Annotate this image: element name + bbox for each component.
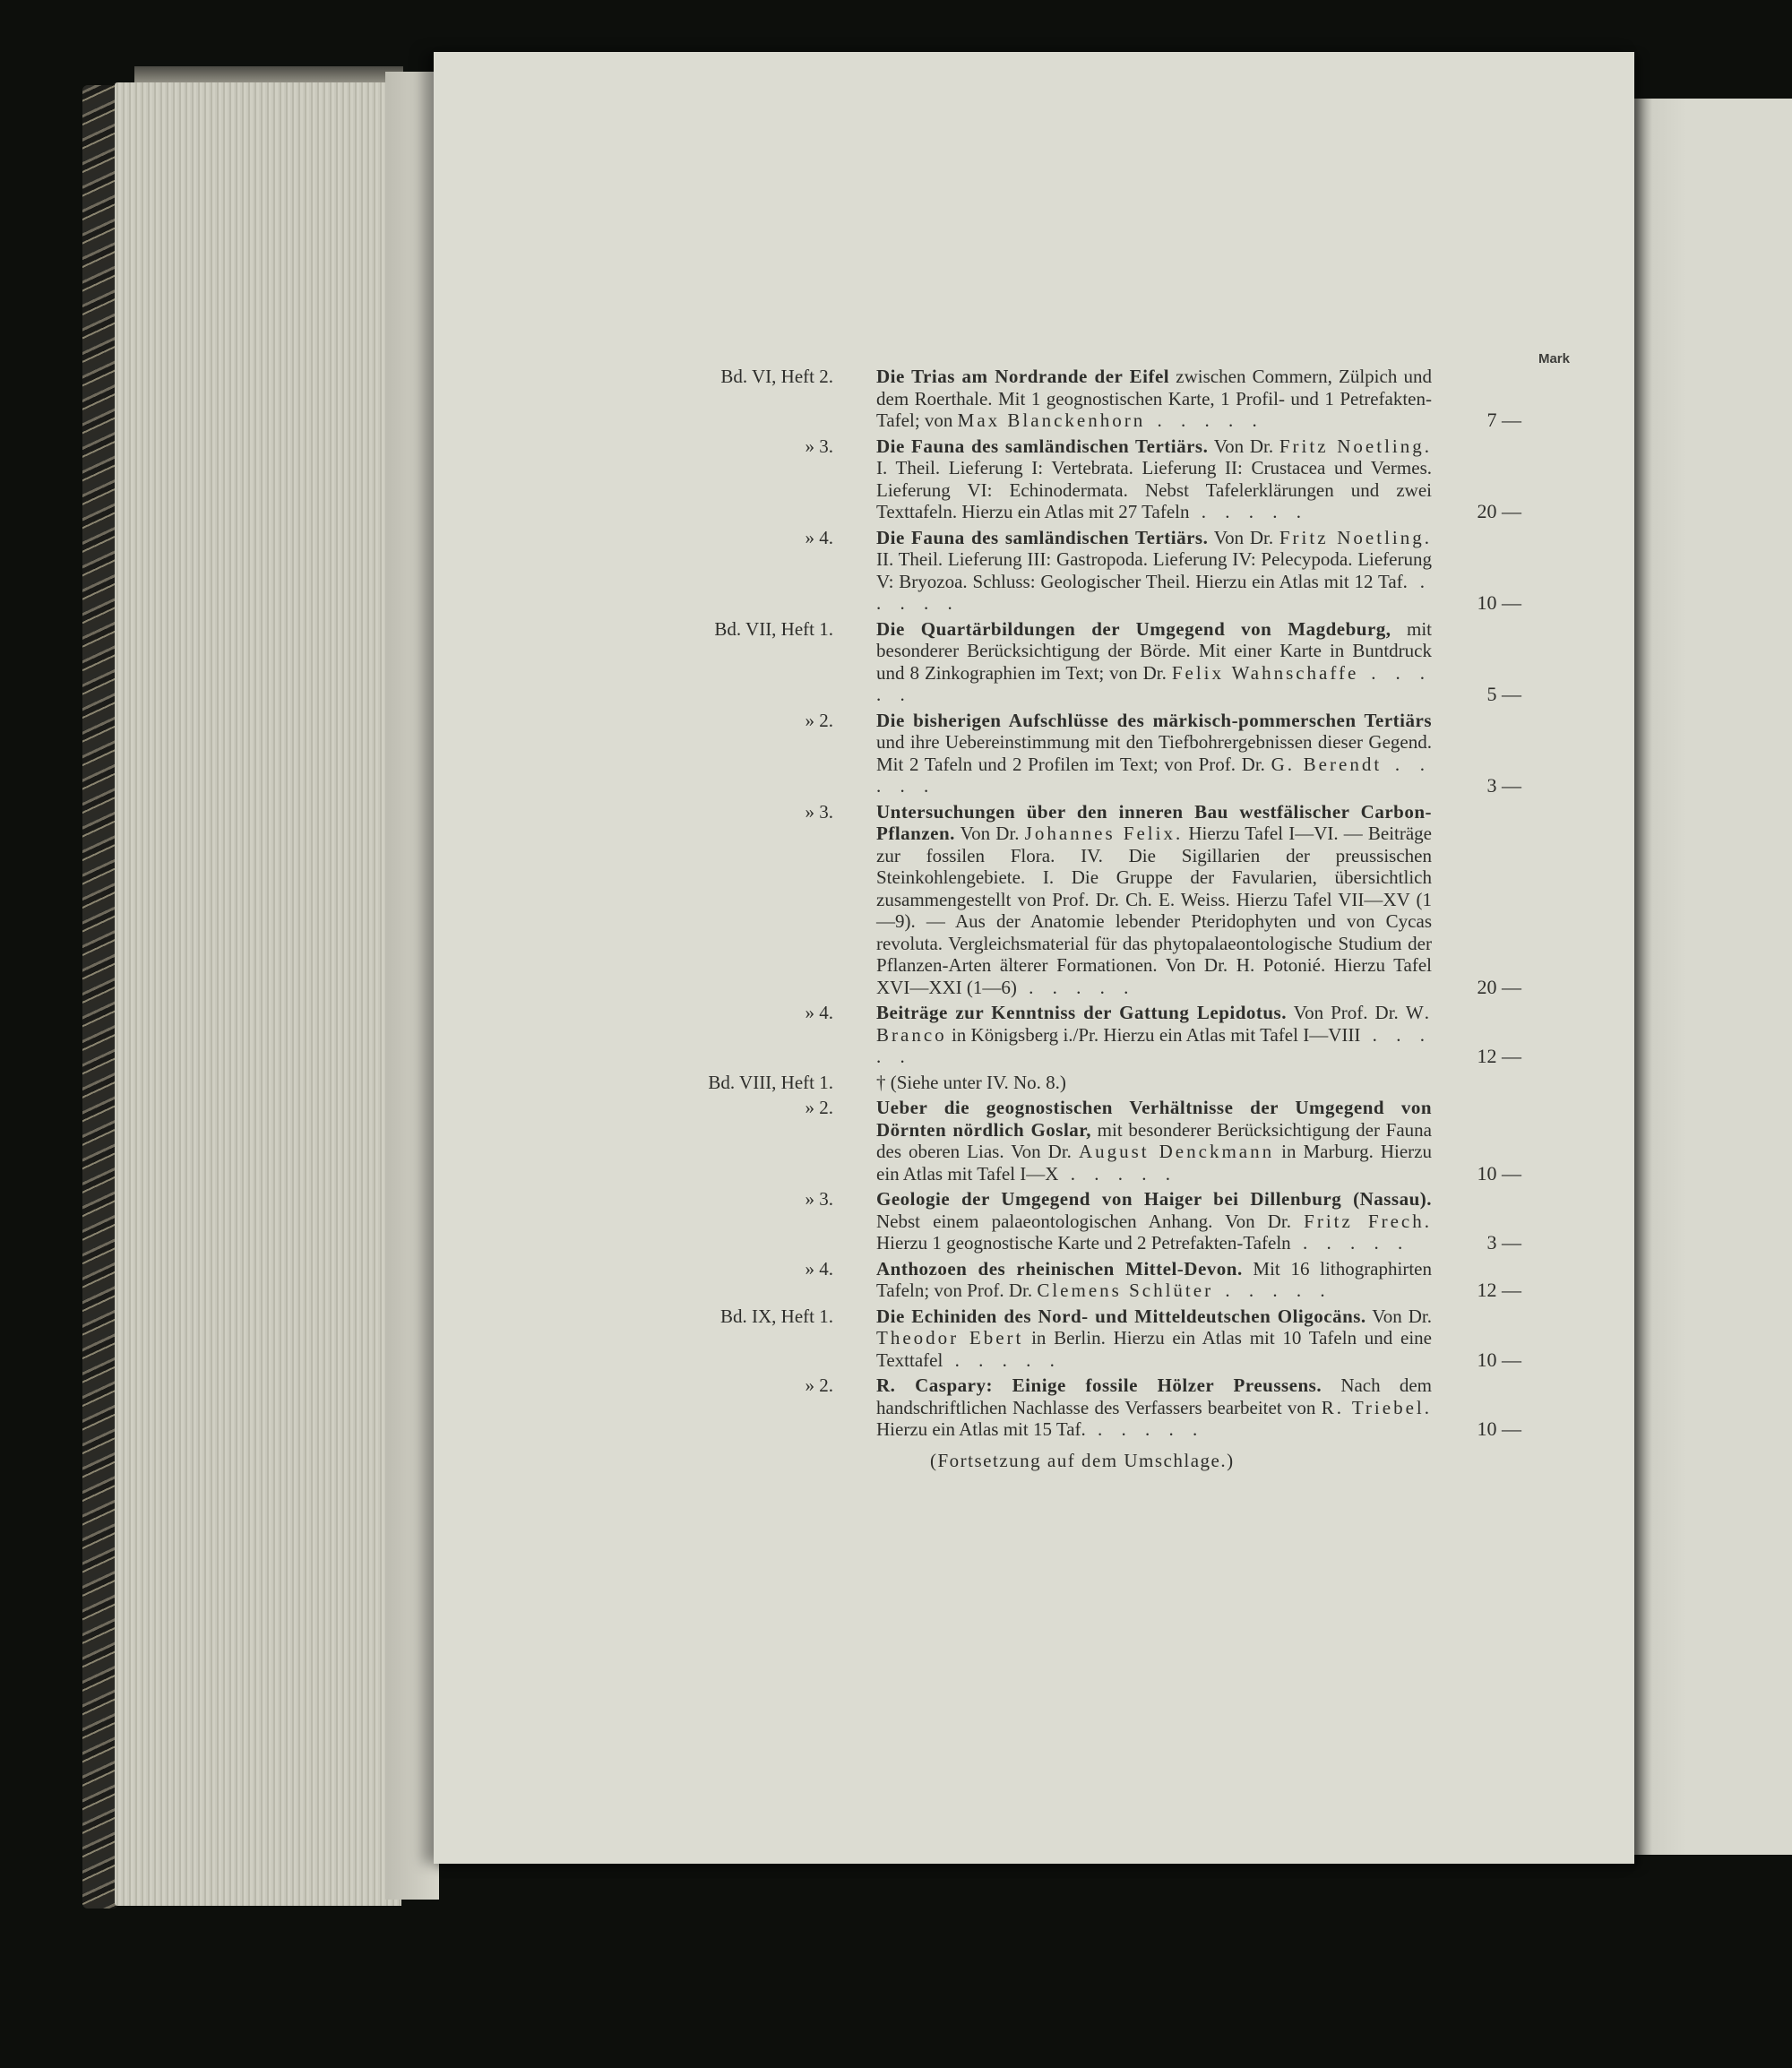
entry-text <box>876 710 1432 797</box>
entry-price: 10 — <box>1477 1417 1521 1440</box>
catalog-entry <box>690 1072 1586 1094</box>
leader-dots: . . . . . <box>876 1023 1432 1067</box>
entry-text <box>876 1002 1432 1068</box>
entry-author: Johannes Felix. <box>1024 823 1184 844</box>
entry-title: Die bisherigen Aufschlüsse des märkisch-pommerschen Tertiärs <box>876 709 1432 731</box>
entry-price: 3 — <box>1486 774 1521 797</box>
volume-label: » 3. <box>805 800 833 823</box>
entry-details: Hierzu Tafel I—VI. — Beiträge zur fossilen Flora. IV. Die Sigillarien der preussischen Steinkohlengebiete. I. Die Gruppe der Favularien, übersichtlich zusammengestellt von Prof. Dr. Ch. E. Weiss. Hierzu Tafel VII—XV (1—9). — Aus der Anatomie lebender Pteridophyten und von Cycas revoluta. Vergleichsmaterial für das phytopalaeontologische Studium der Pflanzen-Arten älterer Formationen. Von Dr. H. Potonié. Hierzu Tafel XVI—XXI (1—6) <box>876 823 1432 998</box>
catalog-entry <box>690 1374 1586 1441</box>
entry-author: Fritz Frech. <box>1304 1210 1433 1232</box>
entry-text <box>876 435 1432 523</box>
entry-price: 20 — <box>1477 975 1521 998</box>
catalog-entry <box>690 801 1586 999</box>
entry-title: R. Caspary: Einige fossile Hölzer Preussens. <box>876 1374 1322 1396</box>
continuation-note: (Fortsetzung auf dem Umschlage.) <box>930 1449 1235 1471</box>
entry-price: 7 — <box>1486 409 1521 431</box>
entry-details: II. Theil. Lieferung III: Gastropoda. Lieferung IV: Pelecypoda. Lieferung V: Bryozoa. Schluss: Geologischer Theil. Hierzu ein Atlas mit 12 Taf. <box>876 548 1432 592</box>
volume-label: Bd. VI, Heft 2. <box>720 366 833 387</box>
entry-title: Die Fauna des samländischen Tertiärs. <box>876 526 1209 548</box>
catalog-entry <box>690 710 1586 797</box>
leader-dots: . . . . . <box>1085 1418 1205 1440</box>
volume-label: » 3. <box>805 435 833 457</box>
entry-details: in Berlin. Hierzu ein Atlas mit 10 Tafeln und eine Texttafel <box>876 1327 1432 1371</box>
entry-title: Geologie der Umgegend von Haiger bei Dillenburg (Nassau). <box>876 1188 1432 1210</box>
leader-dots: . . . . . <box>1189 501 1308 522</box>
entry-author: August Denckmann <box>1078 1141 1275 1162</box>
entry-text <box>876 1097 1432 1185</box>
catalog-entry <box>690 618 1586 706</box>
leader-dots: . . . . . <box>1213 1280 1332 1301</box>
entry-title: Beiträge zur Kenntniss der Gattung Lepidotus. <box>876 1002 1287 1023</box>
catalog-entry <box>690 527 1586 615</box>
entry-details: in Königsberg i./Pr. Hierzu ein Atlas mit Tafel I—VIII <box>946 1023 1361 1046</box>
volume-label: » 4. <box>805 1002 833 1023</box>
catalog-entry <box>690 366 1586 432</box>
entry-author: Fritz Noetling. <box>1279 435 1432 457</box>
entry-title: Die Quartärbildungen der Umgegend von Magdeburg, <box>876 617 1391 640</box>
leader-dots: . . . . . <box>943 1349 1062 1371</box>
facing-page-edge <box>1633 99 1792 1855</box>
price-column-header: Mark <box>1538 351 1570 366</box>
leader-dots: . . . . . <box>876 570 1432 614</box>
entry-author: Clemens Schlüter <box>1037 1280 1214 1301</box>
entry-description: Von Dr. <box>1208 435 1279 457</box>
entry-text <box>876 618 1432 706</box>
catalog-entry <box>690 1097 1586 1185</box>
entry-description: Von Dr. <box>1208 526 1279 548</box>
entry-price: 10 — <box>1477 1161 1521 1185</box>
entry-description: Von Prof. Dr. <box>1286 1002 1406 1023</box>
catalog-entry <box>690 1002 1586 1068</box>
entry-author: Theodor Ebert <box>876 1327 1024 1349</box>
entry-author: Fritz Noetling. <box>1279 526 1432 548</box>
page-gutter <box>385 72 439 1900</box>
entry-author: W. Branco <box>876 1002 1432 1046</box>
entry-title: Die Trias am Nordrande der Eifel <box>876 366 1170 387</box>
page-stack <box>115 82 401 1906</box>
catalog-entry <box>690 1258 1586 1302</box>
entry-description: mit besonderer Berücksichtigung der Fauna des oberen Lias. Von Dr. <box>876 1118 1432 1162</box>
entry-details: Hierzu 1 geognostische Karte und 2 Petrefakten-Tafeln <box>876 1232 1291 1254</box>
entry-text <box>876 527 1432 615</box>
volume-label: » 4. <box>805 1257 833 1280</box>
catalog-entry <box>690 1188 1586 1254</box>
entry-text <box>876 1258 1432 1302</box>
volume-label: » 4. <box>805 526 833 548</box>
entry-description: Mit 16 lithographirten Tafeln; von Prof. Dr. <box>876 1257 1432 1301</box>
leader-dots: . . . . . <box>1145 409 1264 431</box>
entry-details: in Marburg. Hierzu ein Atlas mit Tafel I—X <box>876 1141 1432 1185</box>
entry-price: 3 — <box>1486 1231 1521 1254</box>
volume-label: Bd. IX, Heft 1. <box>720 1305 833 1327</box>
entry-text <box>876 1072 1432 1094</box>
catalog-entry <box>690 435 1586 523</box>
entry-price: 10 — <box>1477 591 1521 614</box>
leader-dots: . . . . . <box>1058 1162 1177 1185</box>
volume-label: » 2. <box>805 709 833 731</box>
leader-dots: . . . . . <box>876 661 1432 705</box>
entry-text <box>876 1188 1432 1254</box>
entry-price: 12 — <box>1477 1045 1521 1067</box>
entry-description: † (Siehe unter IV. No. 8.) <box>876 1071 1066 1093</box>
entry-text <box>876 1374 1432 1441</box>
entry-price: 5 — <box>1486 683 1521 705</box>
entry-title: Die Echiniden des Nord- und Mitteldeutschen Oligocäns. <box>876 1305 1366 1327</box>
entry-text <box>876 366 1432 432</box>
entry-title: Untersuchungen über den inneren Bau westfälischer Carbon-Pflanzen. <box>876 800 1432 844</box>
publication-catalog <box>690 366 1586 1472</box>
entry-author: Max Blanckenhorn <box>957 409 1146 431</box>
entry-details: Hierzu ein Atlas mit 15 Taf. <box>876 1418 1086 1440</box>
entry-description: mit besonderer Berücksichtigung der Börde. Mit einer Karte in Buntdruck und 8 Zinkographien im Text; von Dr. <box>876 617 1432 684</box>
leader-dots: . . . . . <box>876 753 1432 797</box>
entry-title: Die Fauna des samländischen Tertiärs. <box>876 435 1209 457</box>
entry-price: 12 — <box>1477 1279 1521 1301</box>
volume-label: Bd. VII, Heft 1. <box>714 617 833 640</box>
entry-description: und ihre Uebereinstimmung mit den Tiefbohrergebnissen dieser Gegend. Mit 2 Tafeln und 2 Profilen im Text; von Prof. Dr. <box>876 731 1432 775</box>
entry-description: Von Dr. <box>954 823 1025 844</box>
leader-dots: . . . . . <box>1016 976 1136 998</box>
entry-price: 20 — <box>1477 500 1521 522</box>
entry-description: zwischen Commern, Zülpich und dem Roerthale. Mit 1 geognostischen Karte, 1 Profil- und 1 Petrefakten-Tafel; von <box>876 366 1432 431</box>
catalog-entry <box>690 1305 1586 1372</box>
leader-dots: . . . . . <box>1290 1232 1410 1254</box>
entry-text <box>876 1305 1432 1372</box>
entry-details: I. Theil. Lieferung I: Vertebrata. Lieferung II: Crustacea und Vermes. Lieferung VI: Echinodermata. Nebst Tafelerklärungen und zwei Texttafeln. Hierzu ein Atlas mit 27 Tafeln <box>876 457 1432 522</box>
entry-author: G. Berendt <box>1271 753 1383 775</box>
volume-label: » 2. <box>805 1374 833 1396</box>
entry-author: R. Triebel. <box>1321 1396 1432 1418</box>
entry-title: Ueber die geognostischen Verhältnisse der Umgegend von Dörnten nördlich Goslar, <box>876 1097 1432 1141</box>
volume-label: Bd. VIII, Heft 1. <box>708 1071 833 1093</box>
volume-label: » 2. <box>805 1097 833 1118</box>
entry-description: Von Dr. <box>1366 1305 1432 1327</box>
entry-text <box>876 801 1432 999</box>
entry-description: Nebst einem palaeontologischen Anhang. Von Dr. <box>876 1210 1305 1232</box>
book-spine <box>82 85 118 1909</box>
entry-description: Nach dem handschriftlichen Nachlasse des Verfassers bearbeitet von <box>876 1374 1432 1418</box>
entry-title: Anthozoen des rheinischen Mittel-Devon. <box>876 1257 1243 1280</box>
entry-author: Felix Wahnschaffe <box>1171 661 1359 684</box>
volume-label: » 3. <box>805 1188 833 1210</box>
entry-price: 10 — <box>1477 1348 1521 1371</box>
